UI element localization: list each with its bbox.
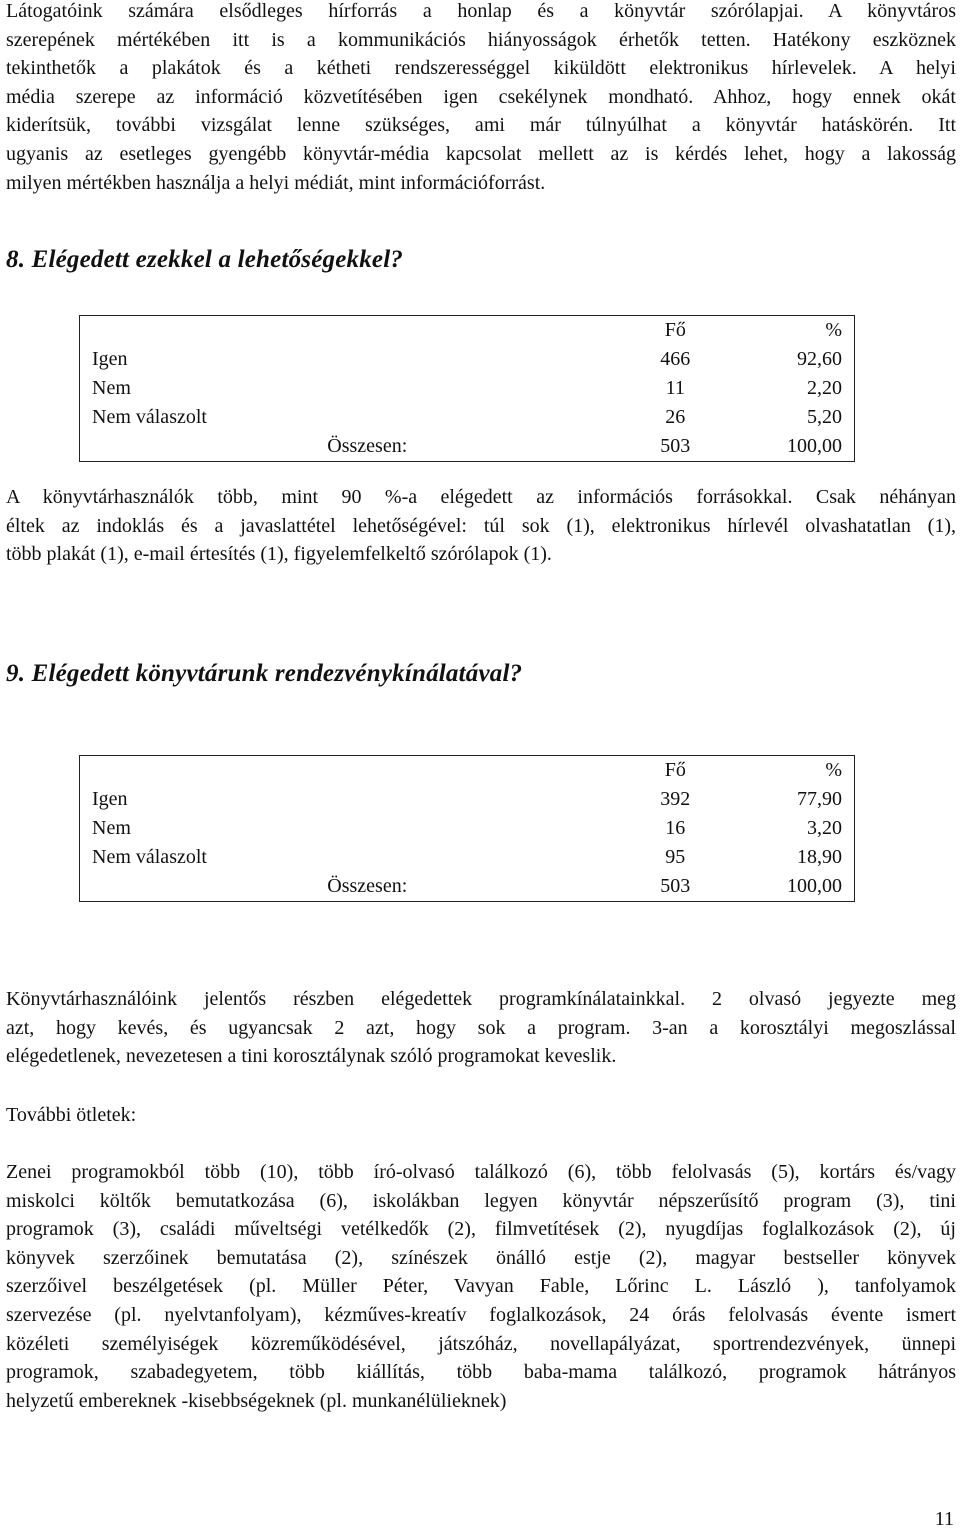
ideas-line: miskolci költők bemutatkozása (6), iskolákban legyen könyvtár népszerűsítő program (3), tini bbox=[6, 1189, 956, 1212]
row-label: Igen bbox=[92, 788, 128, 810]
row-count: 95 bbox=[665, 846, 686, 868]
ideas-line: szervezése (pl. nyelvtanfolyam), kézműves-kreatív foglalkozások, 24 órás felolvasás évente ismert bbox=[6, 1303, 956, 1326]
header-pct-cell: % bbox=[825, 759, 842, 781]
table-row bbox=[80, 345, 855, 374]
intro-line: kiderítsük, további vizsgálat lenne szükséges, ami már túlnyúlhat a könyvtár hatáskörén. Itt bbox=[6, 114, 956, 137]
section-9-heading: 9. Elégedett könyvtárunk rendezvénykínálatával? bbox=[6, 660, 523, 687]
row-pct: 92,60 bbox=[797, 348, 842, 370]
section-8-heading: 8. Elégedett ezekkel a lehetőségekkel? bbox=[6, 246, 404, 273]
row-pct: 3,20 bbox=[807, 817, 842, 839]
intro-line: ugyanis az esetleges gyengébb könyvtár-média kapcsolat mellett az is kérdés lehet, hogy a lakosság bbox=[6, 142, 956, 165]
intro-paragraph bbox=[6, 0, 956, 197]
intro-line: szerepének mértékében itt is a kommunikációs hiányosságok érhetők tetten. Hatékony eszköznek bbox=[6, 28, 956, 51]
ideas-line: programok (3), családi műveltségi vetélkedők (2), filmvetítések (2), nyugdíjas foglalkozások (2), új bbox=[6, 1218, 956, 1241]
header-label-cell bbox=[80, 756, 558, 786]
header-pct-cell: % bbox=[825, 319, 842, 341]
row-label: Nem válaszolt bbox=[92, 846, 207, 868]
ideas-label-text: További ötletek: bbox=[6, 1104, 137, 1126]
total-pct: 100,00 bbox=[787, 435, 842, 457]
table-header-row bbox=[80, 756, 855, 786]
ideas-label bbox=[6, 1101, 956, 1130]
total-pct: 100,00 bbox=[787, 875, 842, 897]
ideas-line: könyvek szerzőinek bemutatása (2), színészek önálló estje (2), magyar bestseller könyvek bbox=[6, 1246, 956, 1269]
ideas-line: programok, szabadegyetem, több kiállítás, több baba-mama találkozó, programok hátrányos bbox=[6, 1361, 956, 1384]
section-9-table bbox=[79, 755, 855, 902]
commentary-line: A könyvtárhasználók több, mint 90 %-a elégedett az információs forrásokkal. Csak néhányan bbox=[6, 486, 956, 508]
table-header-row bbox=[80, 316, 855, 346]
row-count: 466 bbox=[660, 348, 691, 370]
section-8-table bbox=[79, 315, 855, 462]
row-pct: 18,90 bbox=[797, 846, 842, 868]
table-row bbox=[80, 814, 855, 843]
row-label: Nem bbox=[92, 817, 131, 839]
header-label-cell bbox=[80, 316, 558, 346]
section-8-commentary bbox=[6, 483, 956, 569]
header-count-cell: Fő bbox=[664, 319, 686, 341]
commentary-line: éltek az indoklás és a javaslattétel lehetőségével: túl sok (1), elektronikus hírlevél olvashatatlan (1), bbox=[6, 514, 956, 537]
table-row bbox=[80, 403, 855, 432]
row-pct: 5,20 bbox=[807, 406, 842, 428]
row-label: Nem válaszolt bbox=[92, 406, 207, 428]
table-row bbox=[80, 843, 855, 872]
commentary-line: Könyvtárhasználóink jelentős részben elégedettek programkínálatainkkal. 2 olvasó jegyezte meg bbox=[6, 988, 956, 1010]
commentary-line: azt, hogy kevés, és ugyancsak 2 azt, hogy sok a program. 3-an a korosztályi megoszlással bbox=[6, 1016, 956, 1039]
section-9-commentary bbox=[6, 985, 956, 1071]
row-count: 392 bbox=[660, 788, 691, 810]
row-pct: 2,20 bbox=[807, 377, 842, 399]
total-count: 503 bbox=[660, 875, 691, 897]
row-count: 11 bbox=[665, 377, 685, 399]
header-count-cell: Fő bbox=[664, 759, 686, 781]
intro-line: Látogatóink számára elsődleges hírforrás a honlap és a könyvtár szórólapjai. A könyvtáros bbox=[6, 0, 956, 22]
intro-line: tekinthetők a plakátok és a kétheti rendszerességgel kiküldött elektronikus hírlevelek. A helyi bbox=[6, 57, 956, 80]
commentary-line: elégedetlenek, nevezetesen a tini korosztálynak szóló programokat keveslik. bbox=[6, 1045, 617, 1068]
ideas-line: Zenei programokból több (10), több író-olvasó találkozó (6), több felolvasás (5), kortárs és/vagy bbox=[6, 1161, 956, 1183]
ideas-line: közéleti személyiségek közreműködésével, játszóház, novellapályázat, sportrendezvények, ünnepi bbox=[6, 1332, 956, 1355]
ideas-paragraph bbox=[6, 1158, 956, 1415]
intro-line: média szerepe az információ közvetítésében igen csekélynek mondható. Ahhoz, hogy ennek okát bbox=[6, 85, 956, 108]
total-count: 503 bbox=[660, 435, 691, 457]
commentary-line: több plakát (1), e-mail értesítés (1), figyelemfelkeltő szórólapok (1). bbox=[6, 543, 552, 566]
page-number: 11 bbox=[934, 1508, 954, 1530]
row-count: 26 bbox=[665, 406, 686, 428]
total-label: Összesen: bbox=[327, 875, 408, 897]
intro-line: milyen mértékben használja a helyi médiát, mint információforrást. bbox=[6, 171, 546, 194]
table-row bbox=[80, 374, 855, 403]
table-row bbox=[80, 785, 855, 814]
row-label: Nem bbox=[92, 377, 131, 399]
total-label: Összesen: bbox=[327, 435, 408, 457]
row-label: Igen bbox=[92, 348, 128, 370]
table-total-row bbox=[80, 432, 855, 462]
ideas-line: szerzőivel beszélgetések (pl. Müller Péter, Vavyan Fable, Lőrinc L. László ), tanfolyamok bbox=[6, 1275, 956, 1298]
table-total-row bbox=[80, 872, 855, 902]
ideas-line: helyzetű embereknek -kisebbségeknek (pl. munkanélülieknek) bbox=[6, 1389, 507, 1412]
row-count: 16 bbox=[665, 817, 686, 839]
row-pct: 77,90 bbox=[797, 788, 842, 810]
